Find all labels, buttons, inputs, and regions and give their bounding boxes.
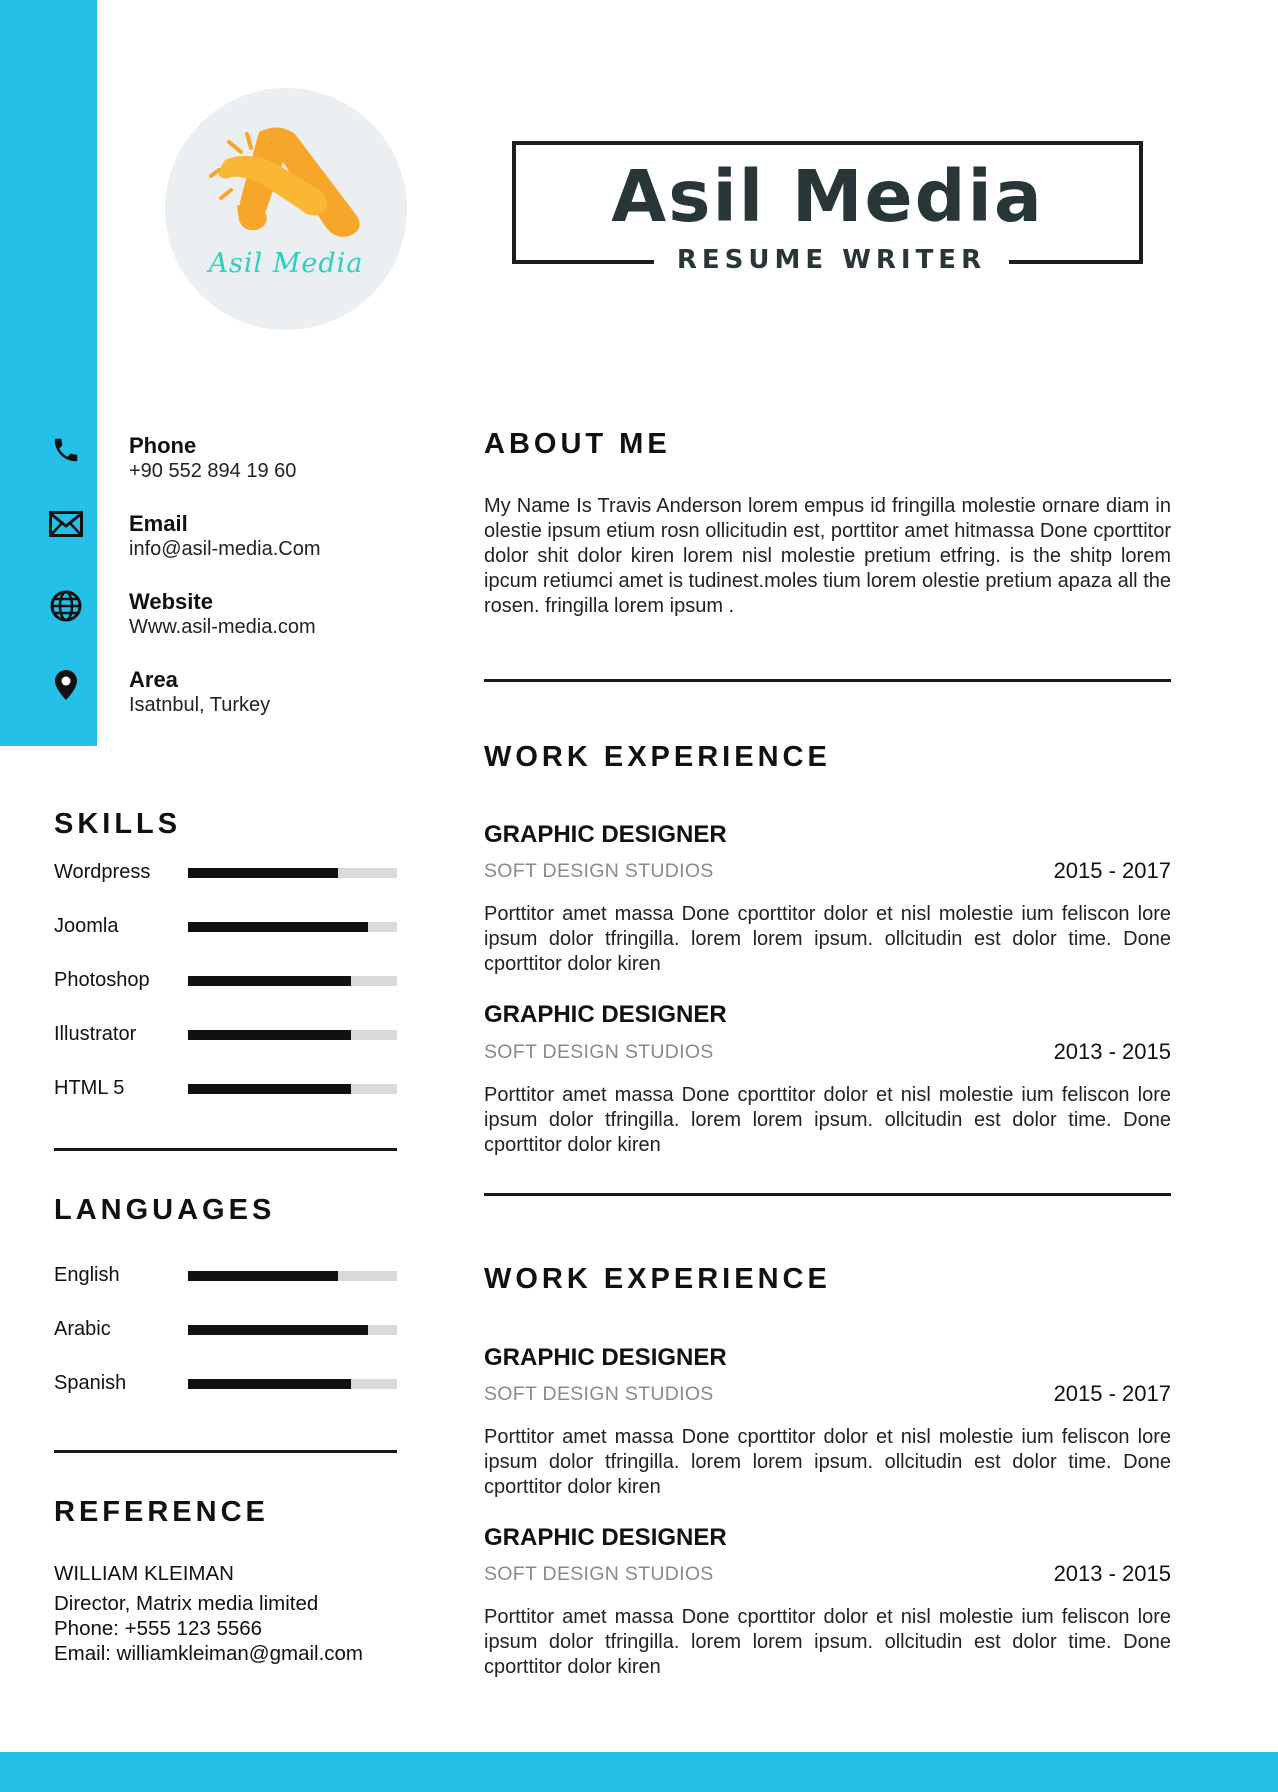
work-experience-heading: WORK EXPERIENCE bbox=[484, 741, 831, 773]
job-years: 2015 - 2017 bbox=[1053, 858, 1171, 883]
skill-bar-fill bbox=[188, 976, 351, 986]
skill-bar bbox=[188, 922, 397, 932]
skill-label: Photoshop bbox=[54, 969, 150, 991]
divider bbox=[54, 1450, 397, 1453]
language-bar-fill bbox=[188, 1271, 338, 1281]
skill-bar-fill bbox=[188, 1084, 351, 1094]
divider bbox=[484, 1193, 1171, 1196]
job-description: Porttitor amet massa Done cporttitor dolor et nisl molestie ium feliscon lore ipsum dolor tfringilla. lorem lorem ipsum. ollcitudin est dolor time. Done cporttitor dolor kiren bbox=[484, 1426, 1171, 1498]
reference-phone: Phone: +555 123 5566 bbox=[54, 1617, 263, 1640]
skill-bar bbox=[188, 1030, 397, 1040]
skill-bar bbox=[188, 976, 397, 986]
sidebar-accent-band bbox=[0, 0, 97, 746]
language-label: English bbox=[54, 1264, 120, 1286]
contact-value-website: Www.asil-media.com bbox=[129, 616, 316, 638]
logo-badge bbox=[165, 88, 407, 330]
about-text: My Name Is Travis Anderson lorem empus id fringilla molestie ornare diam in olestie ipsum etium rosn ollicitudin est, porttitor amet hitmassa Done cporttitor dolor shit dolor kiren lorem nisl molestie pretium etfring. is the shitp lorem ipcum retiumci amet is tudinest.moles tium lorem olestie pretium apaza all the rosen. fringilla lorem ipsum . bbox=[484, 495, 1171, 617]
name-header-box bbox=[512, 141, 1143, 275]
reference-name: WILLIAM KLEIMAN bbox=[54, 1562, 234, 1585]
skill-label: Illustrator bbox=[54, 1023, 137, 1045]
language-bar-fill bbox=[188, 1379, 351, 1389]
language-bar bbox=[188, 1379, 397, 1389]
job-company: SOFT DESIGN STUDIOS bbox=[484, 1383, 714, 1405]
logo-text: Asil Media bbox=[208, 248, 364, 279]
skill-bar bbox=[188, 868, 397, 878]
languages-heading: LANGUAGES bbox=[54, 1194, 276, 1226]
contact-label-phone: Phone bbox=[129, 433, 197, 458]
job-company: SOFT DESIGN STUDIOS bbox=[484, 1563, 714, 1585]
language-bar-fill bbox=[188, 1325, 368, 1335]
contact-label-website: Website bbox=[129, 589, 213, 614]
reference-email: Email: williamkleiman@gmail.com bbox=[54, 1642, 364, 1665]
skill-label: Wordpress bbox=[54, 861, 151, 883]
skill-bar-fill bbox=[188, 1030, 351, 1040]
contact-value-email: info@asil-media.Com bbox=[129, 538, 321, 560]
job-description: Porttitor amet massa Done cporttitor dolor et nisl molestie ium feliscon lore ipsum dolor tfringilla. lorem lorem ipsum. ollcitudin est dolor time. Done cporttitor dolor kiren bbox=[484, 1606, 1171, 1678]
skill-bar bbox=[188, 1084, 397, 1094]
language-label: Spanish bbox=[54, 1372, 127, 1394]
language-bar bbox=[188, 1325, 397, 1335]
phone-icon bbox=[46, 430, 86, 470]
job-title: GRAPHIC DESIGNER bbox=[484, 1524, 727, 1551]
job-description: Porttitor amet massa Done cporttitor dolor et nisl molestie ium feliscon lore ipsum dolor tfringilla. lorem lorem ipsum. ollcitudin est dolor time. Done cporttitor dolor kiren bbox=[484, 903, 1171, 975]
job-title: GRAPHIC DESIGNER bbox=[484, 821, 727, 848]
job-title-header: RESUME WRITER bbox=[654, 245, 1009, 275]
skill-label: Joomla bbox=[54, 915, 119, 937]
location-pin-icon bbox=[46, 665, 86, 705]
job-description: Porttitor amet massa Done cporttitor dolor et nisl molestie ium feliscon lore ipsum dolor tfringilla. lorem lorem ipsum. ollcitudin est dolor time. Done cporttitor dolor kiren bbox=[484, 1084, 1171, 1156]
contact-label-email: Email bbox=[129, 511, 188, 536]
job-years: 2015 - 2017 bbox=[1053, 1381, 1171, 1406]
about-heading: ABOUT ME bbox=[484, 428, 671, 460]
reference-role: Director, Matrix media limited bbox=[54, 1592, 319, 1615]
job-years: 2013 - 2015 bbox=[1053, 1561, 1171, 1586]
person-name: Asil Media bbox=[611, 155, 1044, 238]
work-experience-heading: WORK EXPERIENCE bbox=[484, 1263, 831, 1295]
language-label: Arabic bbox=[54, 1318, 111, 1340]
language-bar bbox=[188, 1271, 397, 1281]
job-years: 2013 - 2015 bbox=[1053, 1039, 1171, 1064]
skill-bar-fill bbox=[188, 868, 338, 878]
job-title: GRAPHIC DESIGNER bbox=[484, 1344, 727, 1371]
skill-bar-fill bbox=[188, 922, 368, 932]
job-company: SOFT DESIGN STUDIOS bbox=[484, 1041, 714, 1063]
contact-value-phone: +90 552 894 19 60 bbox=[129, 460, 297, 482]
divider bbox=[54, 1148, 397, 1151]
skills-heading: SKILLS bbox=[54, 808, 182, 840]
divider bbox=[484, 679, 1171, 682]
contact-label-area: Area bbox=[129, 667, 178, 692]
contact-value-area: Isatnbul, Turkey bbox=[129, 694, 271, 716]
reference-heading: REFERENCE bbox=[54, 1496, 269, 1528]
asil-media-logo-icon bbox=[207, 120, 367, 250]
globe-icon bbox=[46, 586, 86, 626]
job-title: GRAPHIC DESIGNER bbox=[484, 1001, 727, 1028]
job-company: SOFT DESIGN STUDIOS bbox=[484, 860, 714, 882]
bottom-accent-band bbox=[0, 1752, 1278, 1792]
skill-label: HTML 5 bbox=[54, 1077, 125, 1099]
email-icon bbox=[46, 504, 86, 544]
